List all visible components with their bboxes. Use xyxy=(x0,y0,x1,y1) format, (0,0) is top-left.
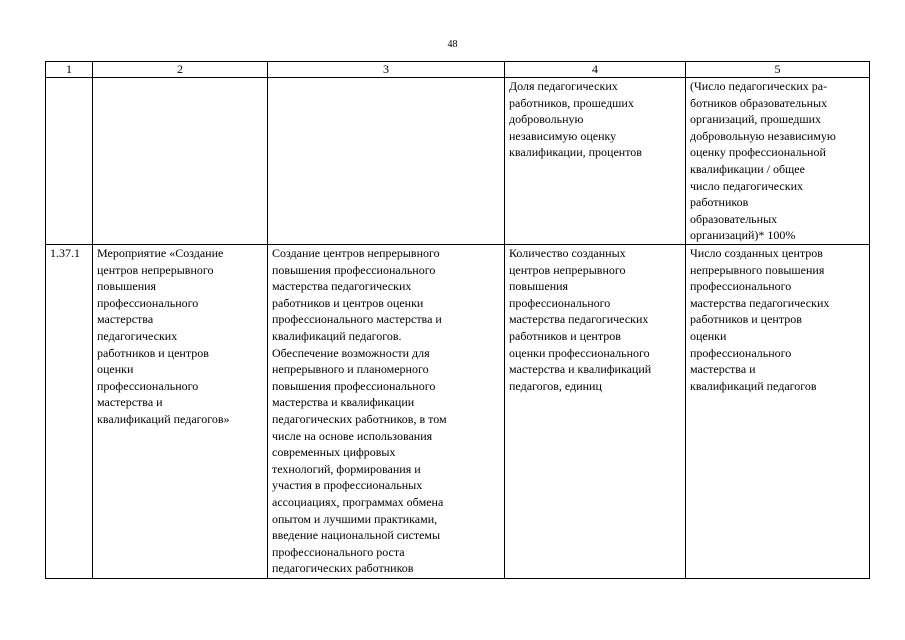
cell-text-line: числе на основе использования xyxy=(272,428,433,443)
cell-text-line: работников и центров xyxy=(509,328,621,343)
cell-text-line: работников, прошедших xyxy=(509,95,634,110)
cell-text-line: ассоциациях, программах обмена xyxy=(272,494,444,509)
cell-text-line: квалификаций педагогов» xyxy=(97,411,230,426)
cell-text-line: число педагогических xyxy=(690,178,803,193)
cell-text-line: повышения профессионального xyxy=(272,262,436,277)
cell-text-line: работников xyxy=(690,195,749,210)
column-header-3: 3 xyxy=(268,62,505,78)
column-header-5: 5 xyxy=(686,62,870,78)
cell-text-line: повышения xyxy=(97,279,157,294)
cell-text-line: повышения профессионального xyxy=(272,378,436,393)
cell-text-line: мастерства педагогических xyxy=(272,279,412,294)
row-number-cell: 1.37.1 xyxy=(46,245,93,579)
cell-text-line: квалификации, процентов xyxy=(509,145,642,160)
column-number-row xyxy=(46,62,870,78)
cell-text-line: опытом и лучшими практиками, xyxy=(272,511,438,526)
cell-text-line: современных цифровых xyxy=(272,445,396,460)
cell-text-line: квалификаций педагогов xyxy=(690,378,817,393)
cell-text-line: Количество созданных xyxy=(509,246,626,260)
cell-text-line: (Число педагогических ра- xyxy=(690,79,828,93)
cell-text-line: работников и центров xyxy=(97,345,209,360)
cell-text-line: оценки профессионального xyxy=(509,345,650,360)
measures-table xyxy=(45,61,870,579)
cell-text-line: мастерства педагогических xyxy=(509,312,649,327)
cell-text-line: технологий, формирования и xyxy=(272,461,421,476)
cell-text-line: профессионального xyxy=(690,279,792,294)
cell-text-line: Мероприятие «Создание xyxy=(97,246,224,260)
cell-text-line: профессионального xyxy=(97,378,199,393)
cell-text-line: работников и центров xyxy=(690,312,802,327)
column-header-4: 4 xyxy=(505,62,686,78)
cell-text-line: Число созданных центров xyxy=(690,246,823,260)
column-header-1: 1 xyxy=(46,62,93,78)
cell-text-line: Обеспечение возможности для xyxy=(272,345,430,360)
cell-text-line: независимую оценку xyxy=(509,128,617,143)
cell-text-line: повышения xyxy=(509,279,569,294)
indicator-cell xyxy=(505,245,686,579)
cell-text-line: работников и центров оценки xyxy=(272,295,424,310)
cell-text-line: Доля педагогических xyxy=(509,79,618,93)
event-name-cell xyxy=(93,245,268,579)
event-name-cell xyxy=(93,78,268,245)
column-header-2: 2 xyxy=(93,62,268,78)
cell-text-line: мастерства педагогических xyxy=(690,295,830,310)
event-description-cell xyxy=(268,245,505,579)
cell-text-line: профессионального мастерства и xyxy=(272,312,442,327)
cell-text-line: непрерывного повышения xyxy=(690,262,825,277)
cell-text-line: профессионального xyxy=(509,295,611,310)
cell-text-line: педагогических работников, в том xyxy=(272,411,447,426)
cell-text-line: оценки xyxy=(690,328,727,343)
cell-text-line: организаций, прошедших xyxy=(690,112,822,127)
cell-text-line: мастерства xyxy=(97,312,154,327)
cell-text-line: оценку профессиональной xyxy=(690,145,826,160)
cell-text-line: педагогов, единиц xyxy=(509,378,602,393)
table-row xyxy=(46,245,870,579)
cell-text-line: образовательных xyxy=(690,211,778,226)
cell-text-line: профессионального роста xyxy=(272,544,405,559)
cell-text-line: добровольную xyxy=(509,112,584,127)
cell-text-line: мастерства и xyxy=(690,362,756,377)
cell-text-line: оценки xyxy=(97,362,134,377)
cell-text-line: квалификации / общее xyxy=(690,161,805,176)
cell-text-line: мастерства и xyxy=(97,395,163,410)
cell-text-line: организаций)* 100% xyxy=(690,228,796,243)
indicator-cell xyxy=(505,78,686,245)
cell-text-line: педагогических xyxy=(97,328,178,343)
event-description-cell xyxy=(268,78,505,245)
calculation-method-cell xyxy=(686,78,870,245)
cell-text-line: ботников образовательных xyxy=(690,95,828,110)
cell-text-line: непрерывного и планомерного xyxy=(272,362,429,377)
cell-text-line: мастерства и квалификаций xyxy=(509,362,652,377)
row-number-cell xyxy=(46,78,93,245)
cell-text-line: центров непрерывного xyxy=(97,262,214,277)
cell-text-line: профессионального xyxy=(690,345,792,360)
cell-text-line: участия в профессиональных xyxy=(272,478,423,493)
cell-text-line: педагогических работников xyxy=(272,561,414,576)
cell-text-line: мастерства и квалификации xyxy=(272,395,415,410)
cell-text-line: введение национальной системы xyxy=(272,528,441,543)
cell-text-line: Создание центров непрерывного xyxy=(272,246,440,260)
cell-text-line: квалификаций педагогов. xyxy=(272,328,402,343)
cell-text-line: центров непрерывного xyxy=(509,262,626,277)
calculation-method-cell xyxy=(686,245,870,579)
table-row xyxy=(46,78,870,245)
cell-text-line: добровольную независимую xyxy=(690,128,836,143)
page-number: 48 xyxy=(447,39,458,50)
cell-text-line: профессионального xyxy=(97,295,199,310)
